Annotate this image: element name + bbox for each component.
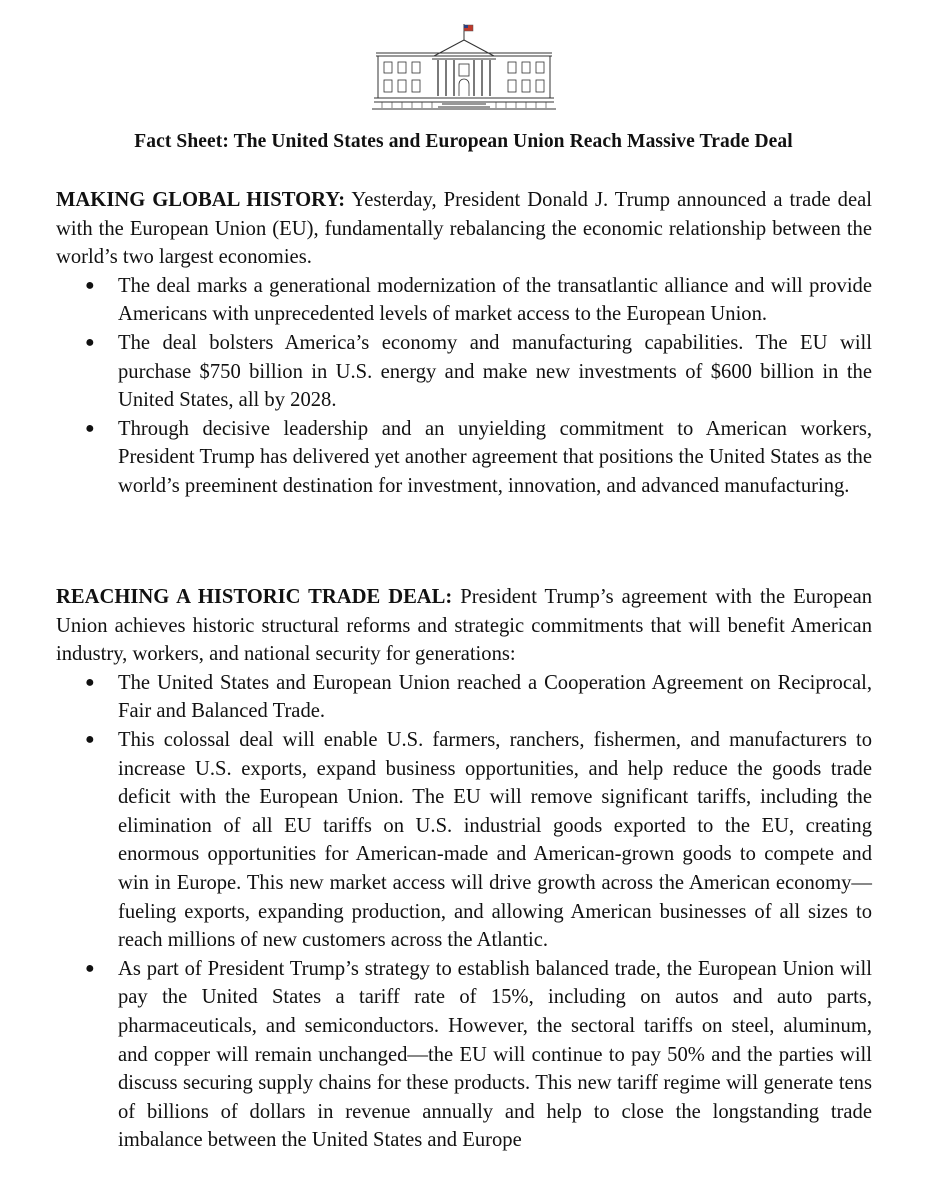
document-title: Fact Sheet: The United States and European Union Reach Massive Trade Deal [134, 131, 793, 152]
section-making-global-history [56, 186, 872, 501]
bullet-list [56, 272, 872, 501]
white-house-logo [372, 22, 556, 112]
list-item-text: As part of President Trump’s strategy to establish balanced trade, the European Union will pay the United States a tariff rate of 15%, including on autos and auto parts, pharmaceuticals, and semiconductors. However, the sectoral tariffs on steel, aluminum, and copper will remain unchanged—the EU will continue to pay 50% and the parties will discuss securing supply chains for these products. This new tariff regime will generate tens of billions of dollars in revenue annually and help to close the longstanding trade imbalance between the United States and Europe [118, 957, 872, 1152]
bullet-icon: ● [85, 419, 95, 437]
section-heading: MAKING GLOBAL HISTORY: [56, 189, 346, 211]
section-lead [56, 186, 872, 272]
bullet-list [56, 669, 872, 1155]
section-lead-text: Yesterday, President Donald J. Trump announced a trade deal with the European Union (EU), fundamentally rebalancing the economic relationship between the world’s two largest economies. [56, 189, 872, 269]
bullet-icon: ● [85, 959, 95, 977]
list-item [56, 955, 872, 1155]
list-item-text: This colossal deal will enable U.S. farmers, ranchers, fishermen, and manufacturers to increase U.S. exports, expand business opportunities, and help reduce the goods trade deficit with the European Union. The EU will remove significant tariffs, including the elimination of all EU tariffs on U.S. industrial goods exported to the EU, creating enormous opportunities for American-made and American-grown goods to compete and win in Europe. This new market access will drive growth across the American economy—fueling exports, expanding production, and allowing American businesses of all sizes to reach millions of new customers across the Atlantic. [118, 728, 872, 952]
bullet-icon: ● [85, 276, 95, 294]
bullet-icon: ● [85, 673, 95, 691]
list-item [56, 329, 872, 415]
section-lead-text: President Trump’s agreement with the European Union achieves historic structural reforms and strategic commitments that will benefit American industry, workers, and national security for generations: [56, 586, 873, 666]
section-reaching-historic-trade-deal [56, 583, 872, 1155]
section-heading: REACHING A HISTORIC TRADE DEAL: [56, 586, 453, 608]
bullet-icon: ● [85, 730, 95, 748]
list-item-text: The deal bolsters America’s economy and manufacturing capabilities. The EU will purchase $750 billion in U.S. energy and make new investments of $600 billion in the United States, all by 2028. [118, 331, 872, 412]
list-item [56, 272, 872, 329]
list-item-text: The deal marks a generational modernization of the transatlantic alliance and will provide Americans with unprecedented levels of market access to the European Union. [118, 274, 872, 326]
list-item-text: Through decisive leadership and an unyielding commitment to American workers, President Trump has delivered yet another agreement that positions the United States as the world’s preeminent destination for investment, innovation, and advanced manufacturing. [118, 417, 872, 497]
list-item-text: The United States and European Union reached a Cooperation Agreement on Reciprocal, Fair and Balanced Trade. [118, 671, 872, 723]
list-item [56, 726, 872, 955]
bullet-icon: ● [85, 333, 95, 351]
list-item [56, 415, 872, 501]
section-lead [56, 583, 872, 669]
list-item [56, 669, 872, 726]
